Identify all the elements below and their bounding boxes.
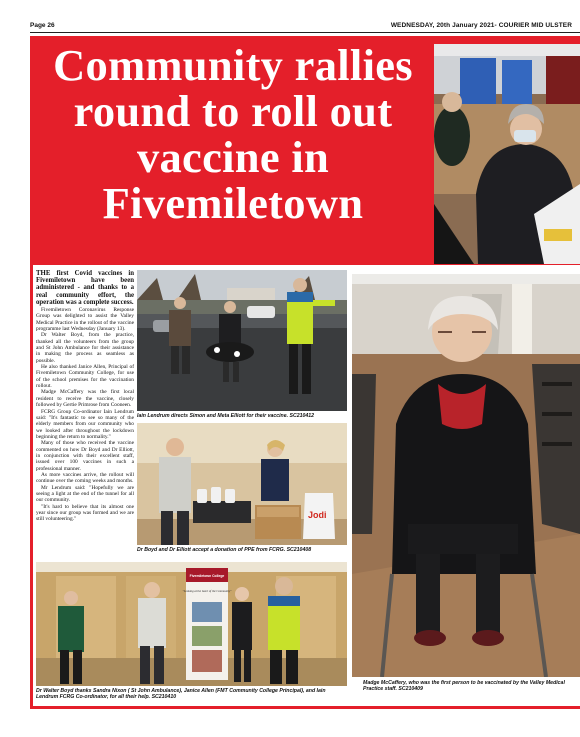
headline: Community rallies round to roll out vaccine in Fivemiletown: [53, 40, 413, 228]
banner-slogan: "Looking at the heart of the Community": [182, 589, 232, 593]
article-paragraph: As more vaccines arrive, the rollout will continue over the coming weeks and months.: [36, 471, 134, 485]
photo-car-park: [137, 270, 347, 411]
photo-madge: [352, 274, 580, 677]
article-paragraph: Mr Lendrum said: "Hopefully we are seeing a light at the end of the tunnel for all our community.: [36, 484, 134, 504]
folio-rule: [30, 32, 580, 33]
caption-ppe: Dr Boyd and Dr Elliott accept a donation of PPE from FCRG. SC210408: [137, 547, 312, 553]
article-paragraph: Dr Walter Boyd, from the practice, thanked all the volunteers from the group and St John Ambulance for their assistance in making the process as seamless as possible.: [36, 332, 134, 364]
caption-madge: Madge McCaffery, who was the first person to be vaccinated by the Valley Medical Practice staff. SC210409: [363, 680, 565, 693]
article-lead: THE first Covid vaccines in Fivemiletown have been administered - and thanks to a real community effort, the operation was a complete success.: [36, 270, 134, 306]
photo-ppe-donation: [137, 423, 347, 545]
caption-directs: Iain Lendrum directs Simon and Meta Elliott for their vaccine. SC210412: [137, 413, 315, 419]
caption-thanks: Dr Walter Boyd thanks Sandra Nixon ( St John Ambulance), Janice Allen (FMT Community College Principal), and Iain Lendrum FCRG Co-ordinator, for all their help. SC210410: [36, 688, 326, 701]
article-paragraph: He also thanked Janice Allen, Principal of Fivemiletown Community College, for use of the school premises for the vaccination rollout.: [36, 364, 134, 390]
dateline: WEDNESDAY, 20th January 2021- COURIER MID ULSTER: [390, 22, 572, 29]
article-paragraph: Fivemiletown Coronavirus Response Group was delighted to assist the Valley Medical Practice in the rollout of the vaccine programme last Wednesday (January 13).: [36, 307, 134, 333]
article-paragraph: "It's hard to believe that its almost one year since our group was formed and we are still volunteering.": [36, 503, 134, 523]
box-label: Jodi: [308, 510, 327, 520]
article-paragraph: Many of those who received the vaccine commented on how Dr Boyd and Dr Elliott, in conjunction with their excellent staff, issued over 100 vaccines in such a professional manner.: [36, 440, 134, 472]
photo-vaccination-hall: [434, 44, 580, 264]
article-paragraph: FCRG Group Co-ordinator Iain Lendrum said: "It's fantastic to see so many of the elderly members from our community who we looked after throughout the lockdown beginning the return to normality.": [36, 408, 134, 440]
banner-title: Fivemiletown College: [189, 574, 225, 578]
photo-group-thanks: [36, 562, 347, 686]
article-body: [36, 270, 134, 565]
article-paragraph: Madge McCaffery was the first local resident to receive the vaccine, closely followed by Gertie Primrose from Cooneen.: [36, 389, 134, 409]
page-number: Page 26: [30, 22, 55, 29]
